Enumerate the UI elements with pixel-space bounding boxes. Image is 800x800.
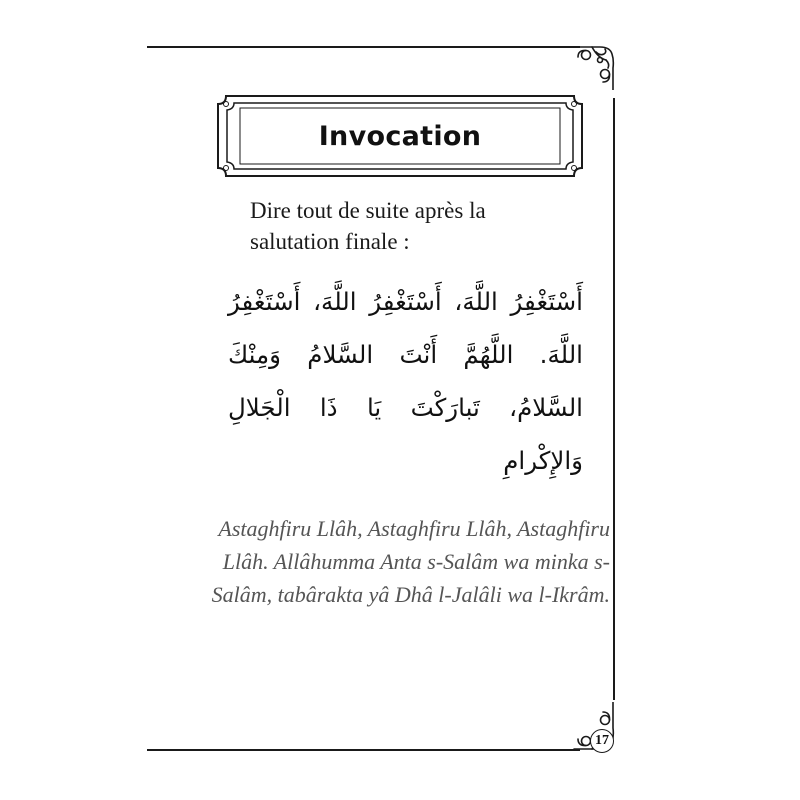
page-number-badge: 17 bbox=[590, 729, 614, 753]
intro-text: Dire tout de suite après la salutation finale : bbox=[250, 198, 486, 254]
arabic-invocation: أَسْتَغْفِرُ اللَّهَ، أَسْتَغْفِرُ اللَّهَ، أَسْتَغْفِرُ اللَّهَ. اللَّهُمَّ أَنْتَ السَّلامُ وَمِنْكَ السَّلامُ، تَبارَكْتَ يَا ذَا الْجَلالِ وَالإِكْرامِ bbox=[228, 287, 583, 475]
transliteration-text: Astaghfiru Llâh, Astaghfiru Llâh, Astaghfiru Llâh. Allâhumma Anta s-Salâm wa minka s-Salâm, tabârakta yâ Dhâ l-Jalâli wa l-Ikrâm. bbox=[211, 516, 610, 607]
top-border-line bbox=[147, 46, 580, 48]
title-frame bbox=[216, 94, 584, 178]
right-border-line bbox=[613, 98, 615, 700]
bottom-border-line bbox=[147, 749, 580, 751]
ornamental-corner-icon bbox=[570, 38, 622, 90]
page-title: Invocation bbox=[318, 120, 482, 152]
